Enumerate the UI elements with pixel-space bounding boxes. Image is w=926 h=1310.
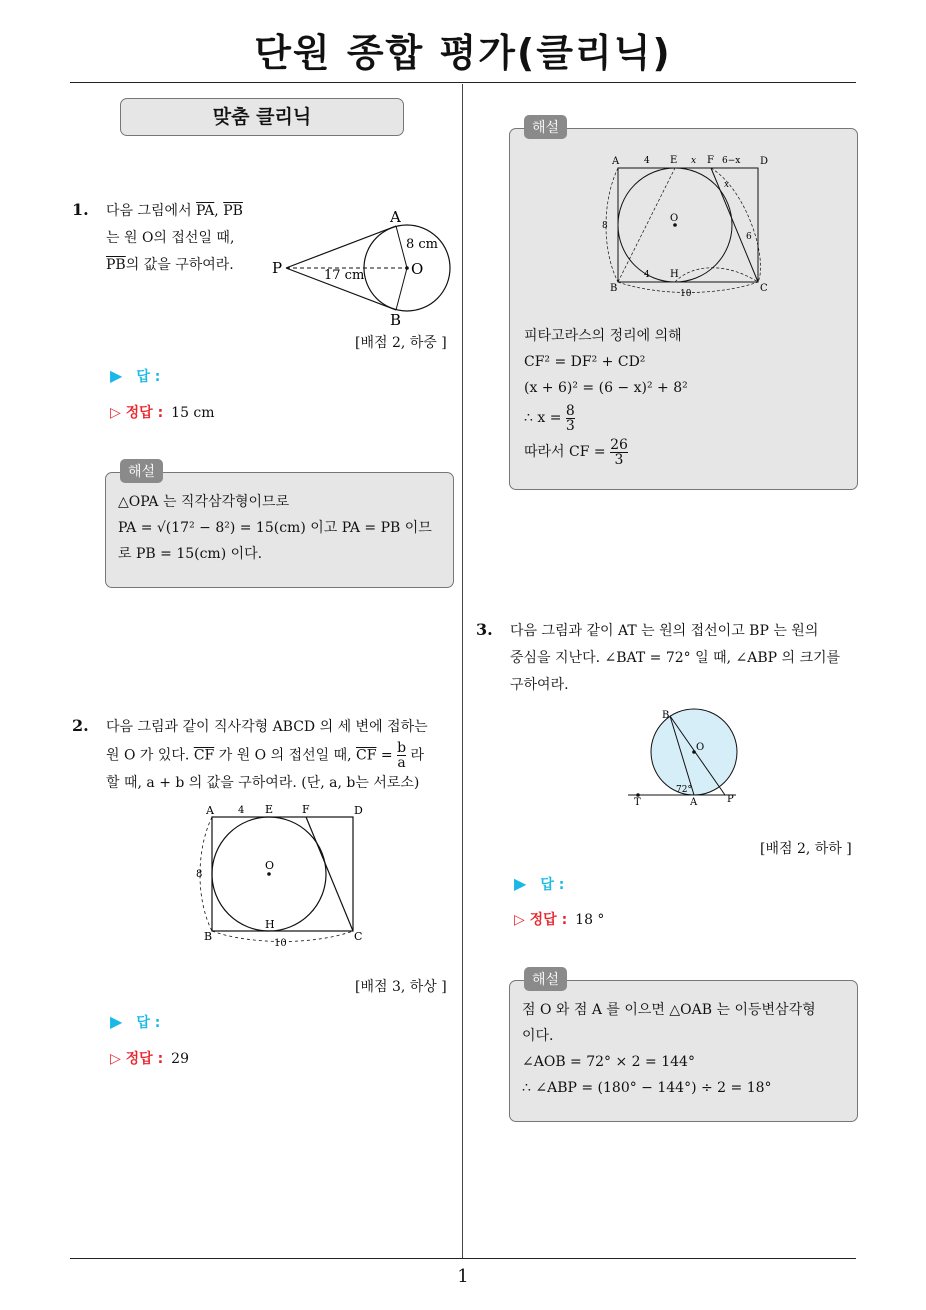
fig2-label-d: D [354,804,363,817]
fig4-label-p: P [727,794,734,805]
explanation-tag: 해설 [524,967,567,991]
problem-2-rating: [배점 3, 하상 ] [355,979,447,995]
explanation-tag: 해설 [524,115,567,139]
problem-1-figure [268,206,458,330]
fig2-label-e: E [265,803,274,816]
fig3-label-a: A [612,156,620,167]
explain-1-line-3: 로 PB = 15(cm) 이다. [118,546,263,562]
problem-2-number: 2. [72,716,89,735]
problem-3-rating: [배점 2, 하하 ] [760,841,852,857]
fig3-label-fx: x [724,180,730,190]
fig4-label-a: A [690,797,698,806]
explain-2-line-5: 따라서 CF = $\frac{26}{3}$ [524,436,628,468]
fig1-label-po: 17 cm [324,268,365,283]
page-title: 단원 종합 평가(클리닉) [254,31,672,75]
problem-3-figure [624,706,744,806]
fig2-label-c: C [354,930,363,943]
fig3-label-f: F [707,155,714,166]
fig4-label-o: O [696,742,705,753]
fig4-label-t: T [634,797,641,806]
fig3-label-d: D [760,156,769,167]
fig2-label-o: O [265,859,275,872]
fig1-label-a: A [390,208,401,226]
problem-3-answer-label: ▶ 답 : [514,874,565,893]
problem-1-solution: ▷ 정답 : 15 cm [110,405,215,421]
problem-3-text: 다음 그림과 같이 AT 는 원의 접선이고 BP 는 원의 중심을 지난다. ∠BAT = 72° 일 때, ∠ABP 의 크기를 구하여라. [510,623,841,693]
problem-1-number: 1. [72,200,89,219]
fig4-label-b: B [662,710,670,721]
fig3-label-ae: 4 [644,156,650,166]
explain-3-line-1: 점 O 와 점 A 를 이으면 △OAB 는 이등변삼각형 [522,1002,816,1018]
explain-3-line-4: ∴ ∠ABP = (180° − 144°) ÷ 2 = 18° [522,1080,772,1096]
fig3-label-fc6: 6 [746,232,752,242]
column-divider [462,84,463,1258]
fig3-label-ab: 8 [602,221,608,231]
fig3-label-o: O [670,213,679,224]
explain-2-line-1: 피타고라스의 정리에 의해 [524,328,682,344]
page-number: 1 [457,1266,469,1287]
fig3-label-bh: 4 [644,270,650,280]
problem-1-explanation [105,464,454,588]
problem-3-explanation [509,972,858,1122]
explain-1-line-2: PA = √(17² − 8²) = 15(cm) 이고 PA = PB 이므 [118,520,432,536]
fig3-label-fd: 6−x [722,156,741,166]
fig1-label-p: P [272,259,283,277]
explain-3-line-3: ∠AOB = 72° × 2 = 144° [522,1054,695,1070]
problem-3-solution: ▷ 정답 : 18 ° [514,912,605,928]
fig2-label-ae: 4 [238,805,245,816]
problem-2-figure [190,800,375,950]
fig3-label-bc: 10 [680,289,692,299]
fig1-label-o: O [411,260,424,278]
fig2-label-a: A [206,804,214,817]
fig1-label-b: B [390,311,402,329]
problem-3-number: 3. [476,620,493,639]
explanation-tag: 해설 [120,459,163,483]
explain-2-line-3: (x + 6)² = (6 − x)² + 8² [524,380,688,396]
fig3-label-ef: x [691,156,697,166]
clinic-header: 맞춤 클리닉 [120,98,404,136]
explain-3-line-2: 이다. [522,1028,554,1044]
problem-1-answer-label: ▶ 답 : [110,366,161,385]
problem-1-text: 다음 그림에서 $\overline{PA}$, $\overline{PB}$ 는 원 O의 접선일 때, $\overline{PB}$의 값을 구하여라. [106,203,243,273]
fig3-label-c: C [760,283,768,294]
fig1-label-r: 8 cm [406,237,439,252]
fig2-label-f: F [302,803,310,816]
footer-rule [70,1258,856,1259]
fig3-label-b: B [610,283,618,294]
problem-2-explanation [509,120,858,490]
fig2-label-ab: 8 [196,869,203,880]
explain-1-line-1: △OPA 는 직각삼각형이므로 [118,494,290,510]
explain-2-line-2: CF² = DF² + CD² [524,354,646,370]
fig2-label-bc: 10 [274,938,287,949]
fig2-label-b: B [204,930,213,943]
fig2-label-h: H [265,918,275,931]
problem-2-solution: ▷ 정답 : 29 [110,1051,189,1067]
fig3-label-e: E [670,155,678,166]
explain-2-line-4: ∴ x = $\frac{8}{3}$ [524,402,575,434]
fig3-label-h: H [670,269,679,280]
problem-2-answer-label: ▶ 답 : [110,1012,161,1031]
explain-2-figure [598,151,778,301]
problem-1-rating: [배점 2, 하중 ] [355,335,447,351]
fig4-label-angle: 72° [676,785,692,795]
problem-2-text: 다음 그림과 같이 직사각형 ABCD 의 세 변에 접하는 원 O 가 있다. $\overline{CF}$ 가 원 O 의 접선일 때, $\overline{CF}$ = $\frac{b}{a}$ 라 할 때, a + b 의 값을 구하여라. (단, a, b는 서로소) [106,719,428,791]
title-rule [70,82,856,83]
